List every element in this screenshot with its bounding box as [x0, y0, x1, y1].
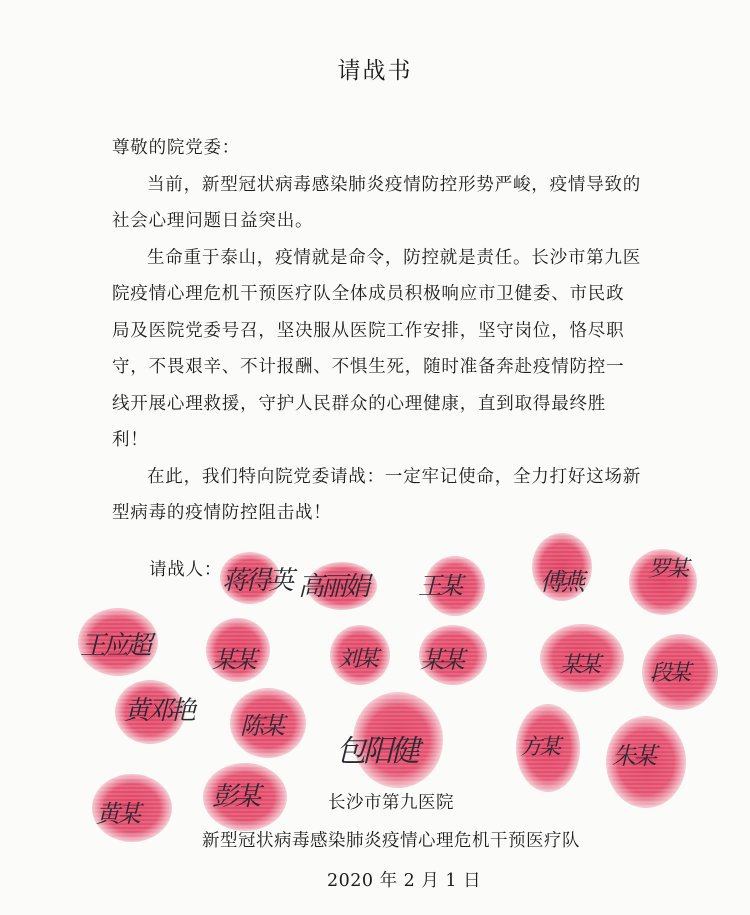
signature: 王某: [418, 572, 460, 600]
signature: 黄邓艳: [124, 696, 194, 726]
paragraph-1: 当前，新型冠状病毒感染肺炎疫情防控形势严峻，疫情导致的社会心理问题日益突出。: [112, 174, 642, 231]
signers-label: 请战人：: [149, 560, 223, 580]
paragraph-3: 在此，我们特向院党委请战：一定牢记使命，全力打好这场新型病毒的疫情防控阻击战！: [112, 466, 642, 523]
signature: 某某: [560, 653, 599, 678]
team-name: 新型冠状病毒感染肺炎疫情心理危机干预医疗队: [202, 831, 580, 851]
paragraph-2: 生命重于泰山，疫情就是命令，防控就是责任。长沙市第九医院疫情心理危机干预医疗队全体成员积极响应市卫健委、市民政局及医院党委号召，坚决服从医院工作安排，坚守岗位，恪尽职守，不畏艰辛、不计报酬、不惧生死，随时准备奔赴疫情防控一线开展心理救援，守护人民群众的心理健康，直到取得最终胜利！: [112, 247, 642, 450]
signature: 罗某: [648, 557, 687, 582]
signature: 蒋得英: [222, 566, 292, 596]
signature: 段某: [650, 661, 689, 686]
signature: 彭某: [212, 782, 259, 812]
signature: 方某: [520, 735, 559, 760]
signature: 某某: [420, 646, 462, 674]
signature: 朱某: [612, 742, 654, 770]
signature: 某某: [212, 646, 254, 674]
signature: 傅燕: [540, 568, 582, 596]
signature: 王应超: [80, 631, 150, 661]
letter-title: 请战书: [337, 58, 413, 84]
organization-name: 长沙市第九医院: [328, 793, 454, 813]
signature: 黄某: [96, 800, 138, 828]
signature: 包阳健: [336, 734, 417, 769]
letter-date: 2020 年 2 月 1 日: [327, 871, 482, 891]
signature: 高丽娟: [298, 572, 368, 602]
salutation: 尊敬的院党委：: [112, 138, 241, 158]
signature: 陈某: [240, 712, 282, 740]
signature: 刘某: [338, 647, 377, 672]
